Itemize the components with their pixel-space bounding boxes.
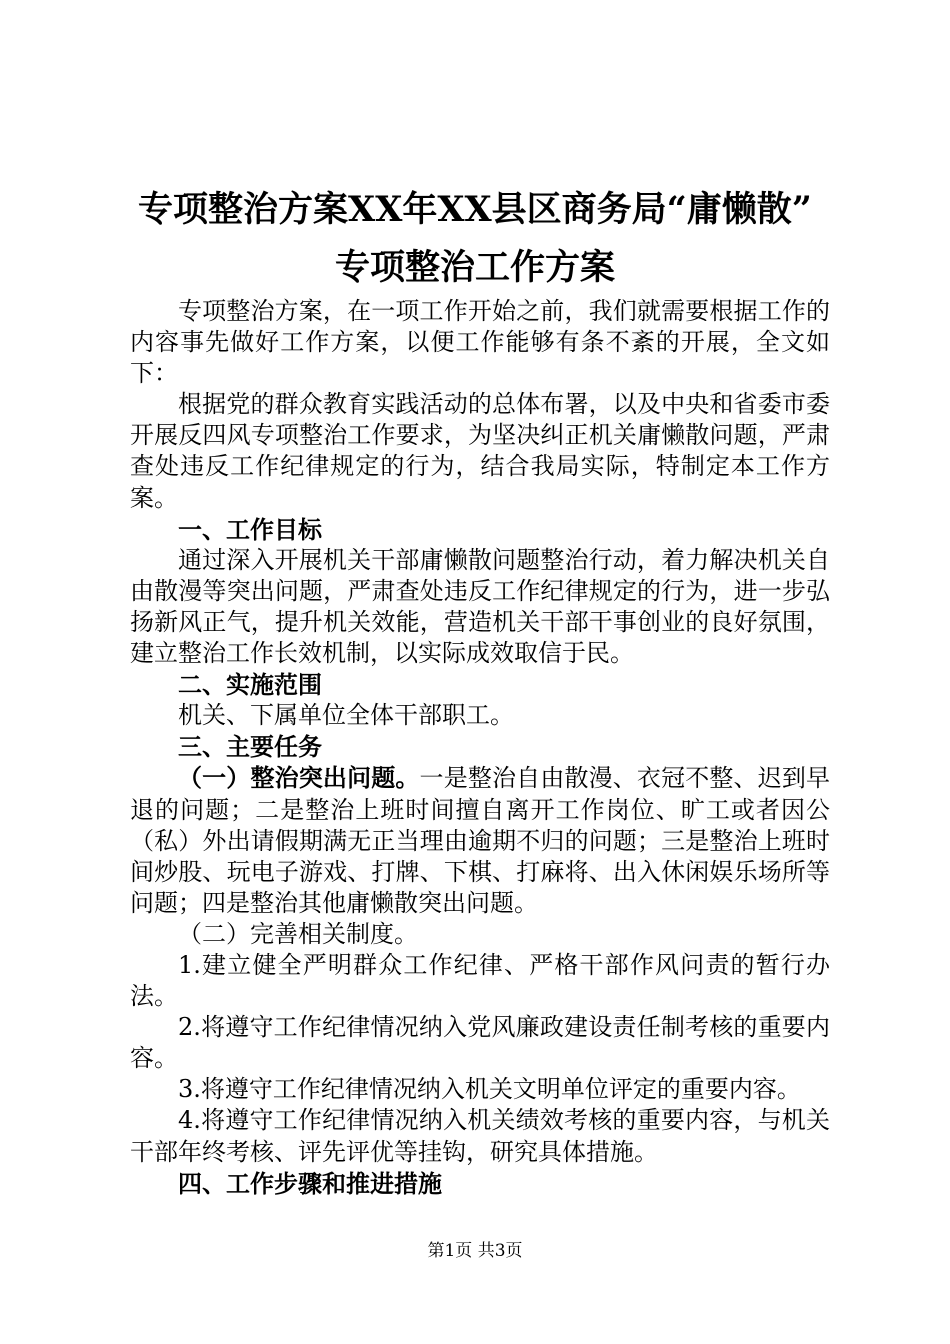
document-title-line-2: 专项整治工作方案: [334, 247, 615, 288]
page-footer: 第1页 共3页: [427, 1241, 523, 1261]
task-item-2-lead: （二）完善相关制度。: [178, 919, 418, 948]
task-item-1-text: 一是整治自由散漫、衣冠不整、迟到早退的问题；二是整治上班时间擅自离开工作岗位、旷工或者因公（私）外出请假期满无正当理由逾期不归的问题；三是整治上班时间炒股、玩电子游戏、打牌、下棋、打麻将、出入休闲娱乐场所等问题；四是整治其他庸懒散突出问题。: [130, 764, 831, 917]
task-item-1: [130, 762, 830, 918]
document-title-line-1: 专项整治方案XX年XX县区商务局“庸懒散”: [138, 189, 812, 230]
list-item: 1.建立健全严明群众工作纪律、严格干部作风问责的暂行办法。: [130, 950, 830, 1011]
list-item: 3.将遵守工作纪律情况纳入机关文明单位评定的重要内容。: [178, 1075, 801, 1104]
section-heading-scope: 二、实施范围: [178, 670, 322, 700]
section-heading-goals: 一、工作目标: [178, 514, 322, 544]
document-body: [130, 296, 830, 1199]
section-text-scope: 机关、下属单位全体干部职工。: [178, 701, 514, 730]
background-paragraph: 根据党的群众教育实践活动的总体布署，以及中央和省委市委开展反四风专项整治工作要求，为坚决纠正机关庸懒散问题，严肃查处违反工作纪律规定的行为，结合我局实际，特制定本工作方案。: [130, 390, 830, 512]
list-item: 4.将遵守工作纪律情况纳入机关绩效考核的重要内容，与机关干部年终考核、评先评优等挂钩，研究具体措施。: [130, 1106, 830, 1166]
section-text-goals: 通过深入开展机关干部庸懒散问题整治行动，着力解决机关自由散漫等突出问题，严肃查处违反工作纪律规定的行为，进一步弘扬新风正气，提升机关效能，营造机关干部干事创业的良好氛围，建立整治工作长效机制，以实际成效取信于民。: [130, 545, 830, 668]
task-item-2: [130, 919, 830, 950]
section-heading-steps: 四、工作步骤和推进措施: [178, 1168, 442, 1198]
intro-paragraph: 专项整治方案，在一项工作开始之前，我们就需要根据工作的内容事先做好工作方案，以便工作能够有条不紊的开展，全文如下：: [130, 297, 830, 388]
list-item: 2.将遵守工作纪律情况纳入党风廉政建设责任制考核的重要内容。: [130, 1013, 830, 1073]
task-item-1-lead: （一）整治突出问题。: [178, 763, 420, 793]
section-heading-tasks: 三、主要任务: [178, 732, 322, 762]
